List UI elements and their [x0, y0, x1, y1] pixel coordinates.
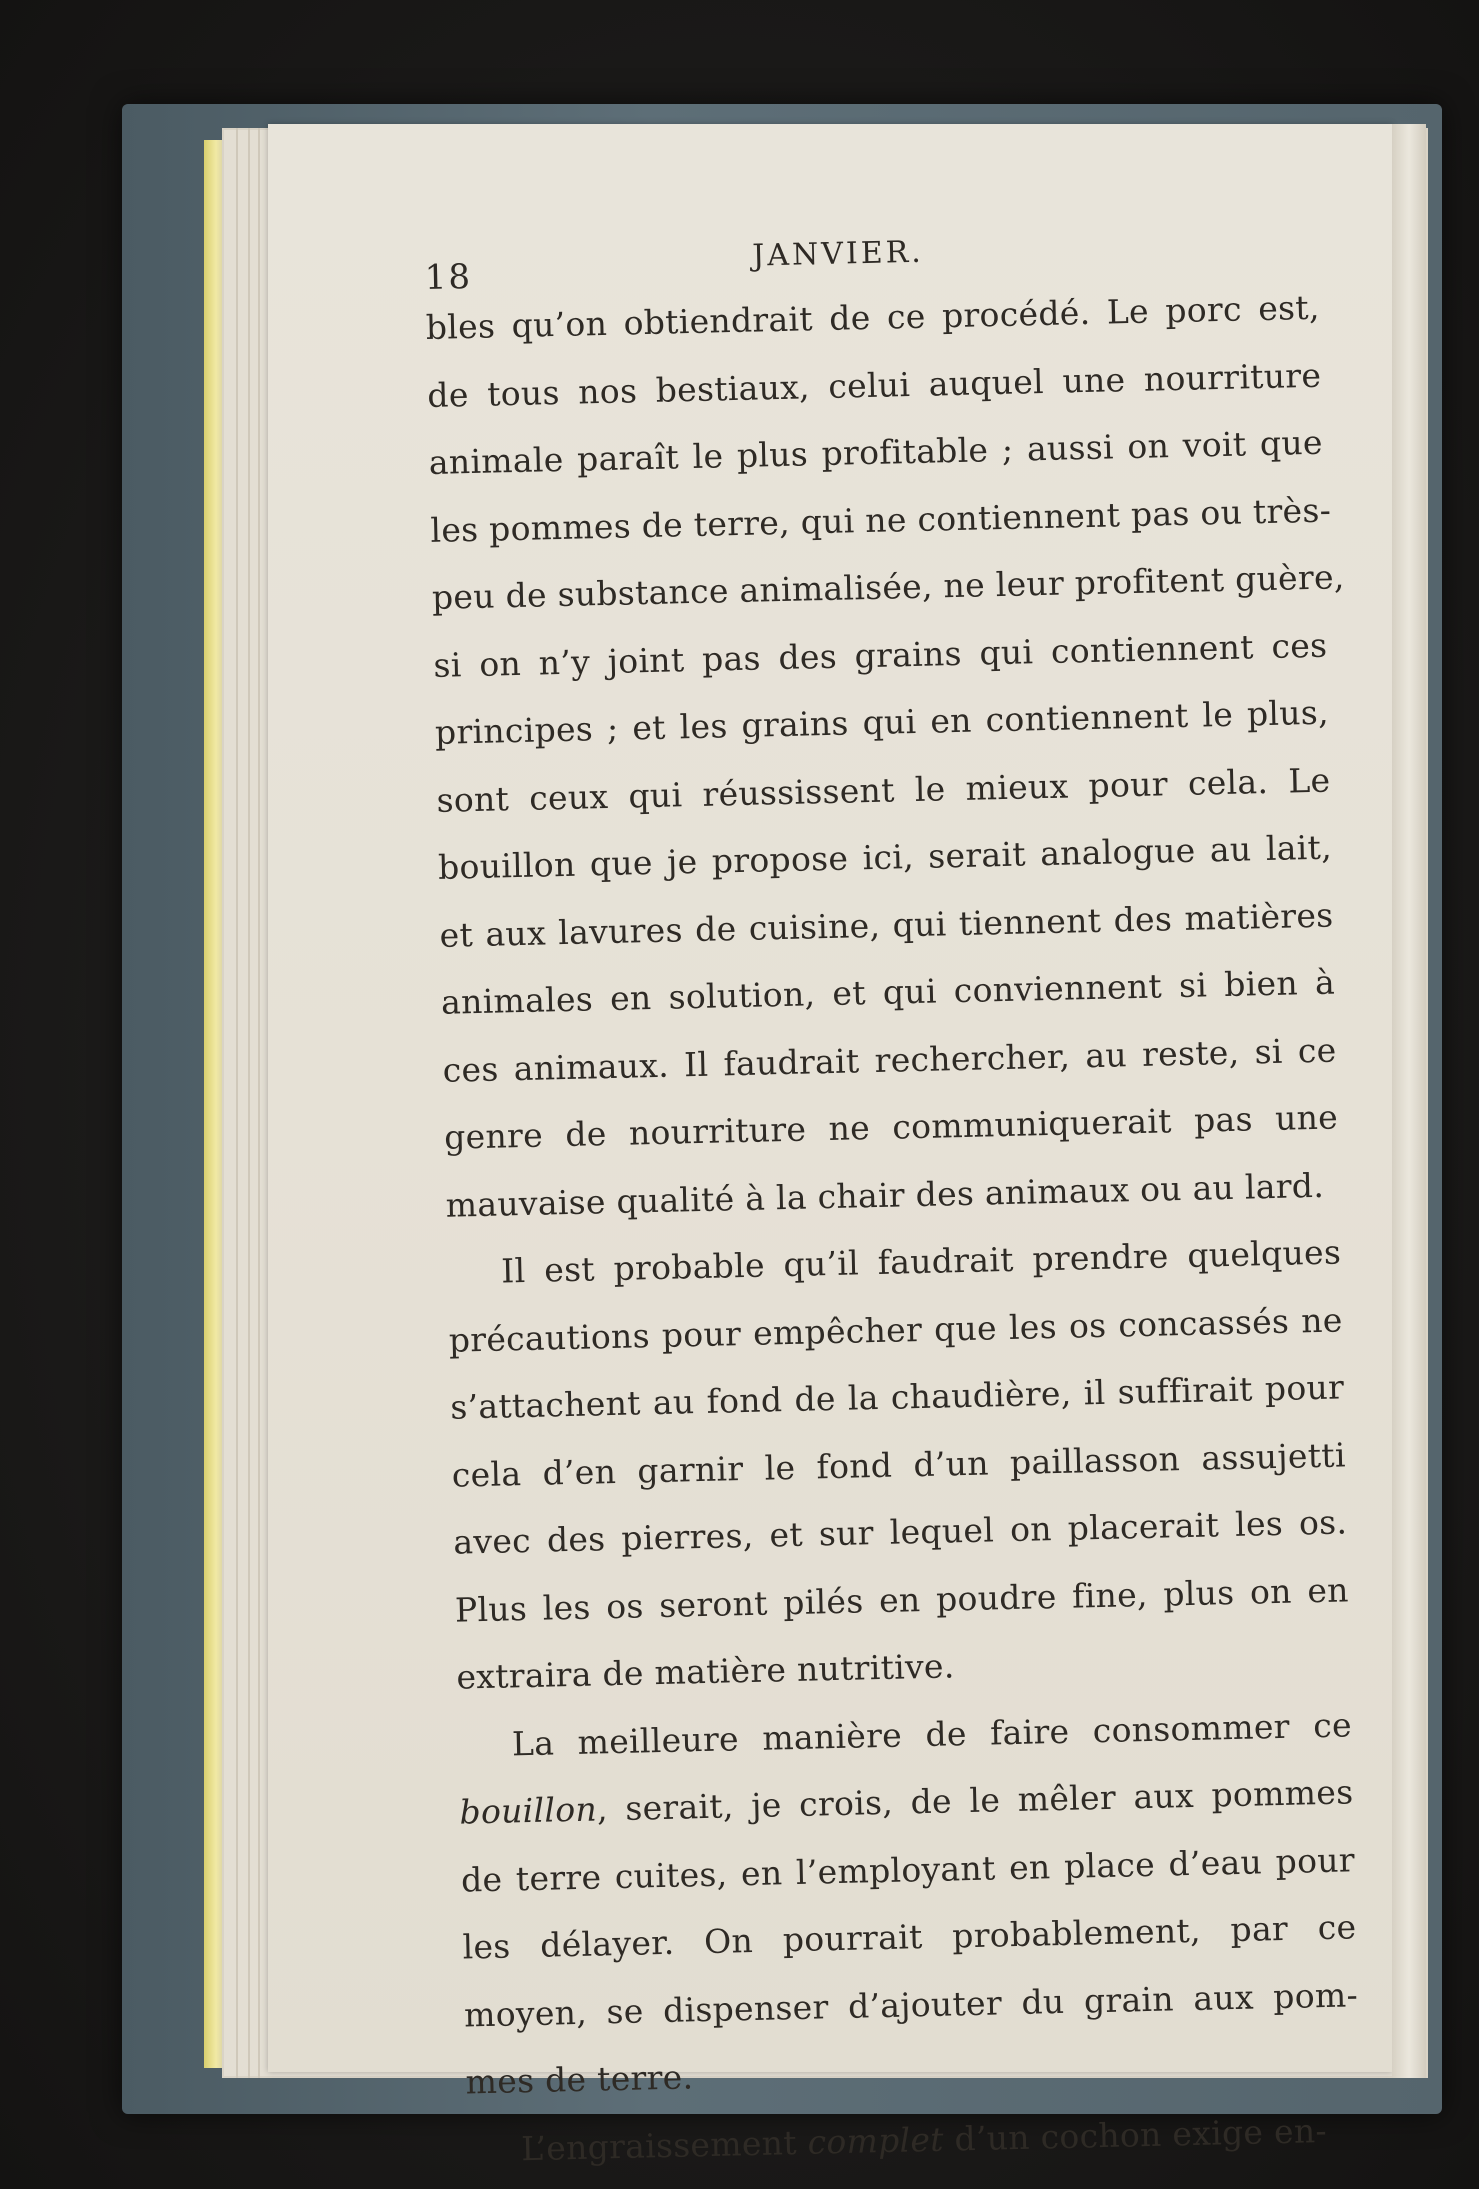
- text-line: et aux lavures de cuisine, qui tiennent des matières: [439, 895, 1334, 955]
- page-text-block: [424, 226, 1362, 2184]
- text-line: de terre cuites, en l’employant en place d’eau pour: [460, 1839, 1356, 1900]
- text-line: bles qu’on obtiendrait de ce procédé. Le porc est,: [425, 287, 1321, 347]
- text-line: ces animaux. Il faudrait rechercher, au reste, si ce: [442, 1030, 1337, 1090]
- page-edges-gilt: [204, 140, 224, 2068]
- text-line: de tous nos bestiaux, celui auquel une nourriture: [426, 355, 1322, 415]
- body-text: [425, 274, 1362, 2184]
- text-line: peu de substance animalisée, ne leur profitent guère,: [431, 557, 1346, 617]
- text-line: s’attachent au fond de la chaudière, il suffirait pour: [449, 1367, 1345, 1427]
- text-line: avec des pierres, et sur lequel on placerait les os.: [452, 1502, 1348, 1562]
- running-title: JANVIER.: [751, 234, 925, 274]
- text-line: sont ceux qui réussissent le mieux pour cela. Le: [436, 760, 1331, 820]
- text-line: animales en solution, et qui conviennent si bien à: [440, 962, 1336, 1022]
- italic-word: complet: [807, 2119, 945, 2162]
- text-line: animale paraît le plus profitable ; aussi on voit que: [428, 422, 1324, 482]
- line-text: d’un cochon exige en-: [943, 2110, 1328, 2159]
- text-line: Plus les os seront pilés en poudre fine, plus on en: [454, 1569, 1350, 1630]
- text-line: Il est probable qu’il faudrait prendre quelques: [500, 1232, 1342, 1291]
- page-edge-line: [248, 128, 250, 2078]
- italic-word: bouillon: [459, 1789, 598, 1832]
- text-line: mes de terre.: [465, 2057, 694, 2102]
- text-line: moyen, se dispenser d’ajouter du grain aux pom-: [463, 1974, 1359, 2035]
- text-line: les pommes de terre, qui ne contiennent pas ou très-: [430, 489, 1332, 550]
- text-line: extraira de matière nutritive.: [456, 1646, 955, 1697]
- page-edge-line: [258, 128, 260, 2078]
- text-line: si on n’y joint pas des grains qui contiennent ces: [433, 625, 1328, 685]
- page-edge-line: [236, 128, 238, 2078]
- text-line: principes ; et les grains qui en contiennent le plus,: [434, 692, 1330, 752]
- text-line: mauvaise qualité à la chair des animaux ou au lard.: [445, 1165, 1325, 1225]
- text-line: précautions pour empêcher que les os concassés ne: [448, 1299, 1344, 1360]
- facing-page-edge: [1392, 124, 1426, 2078]
- text-line: genre de nourriture ne communiquerait pas une: [443, 1097, 1339, 1157]
- text-line: cela d’en garnir le fond d’un paillasson assujetti: [451, 1434, 1347, 1495]
- text-line: La meilleure manière de faire consommer ce: [511, 1704, 1353, 1763]
- text-line: les délayer. On pourrait probablement, par ce: [462, 1907, 1357, 1967]
- line-text: L’engraissement: [520, 2122, 808, 2168]
- text-line: bouillon que je propose ici, serait analogue au lait,: [437, 827, 1333, 887]
- line-text: , serait, je crois, de le mêler aux pommes: [596, 1772, 1354, 1829]
- page-number: 18: [424, 256, 473, 298]
